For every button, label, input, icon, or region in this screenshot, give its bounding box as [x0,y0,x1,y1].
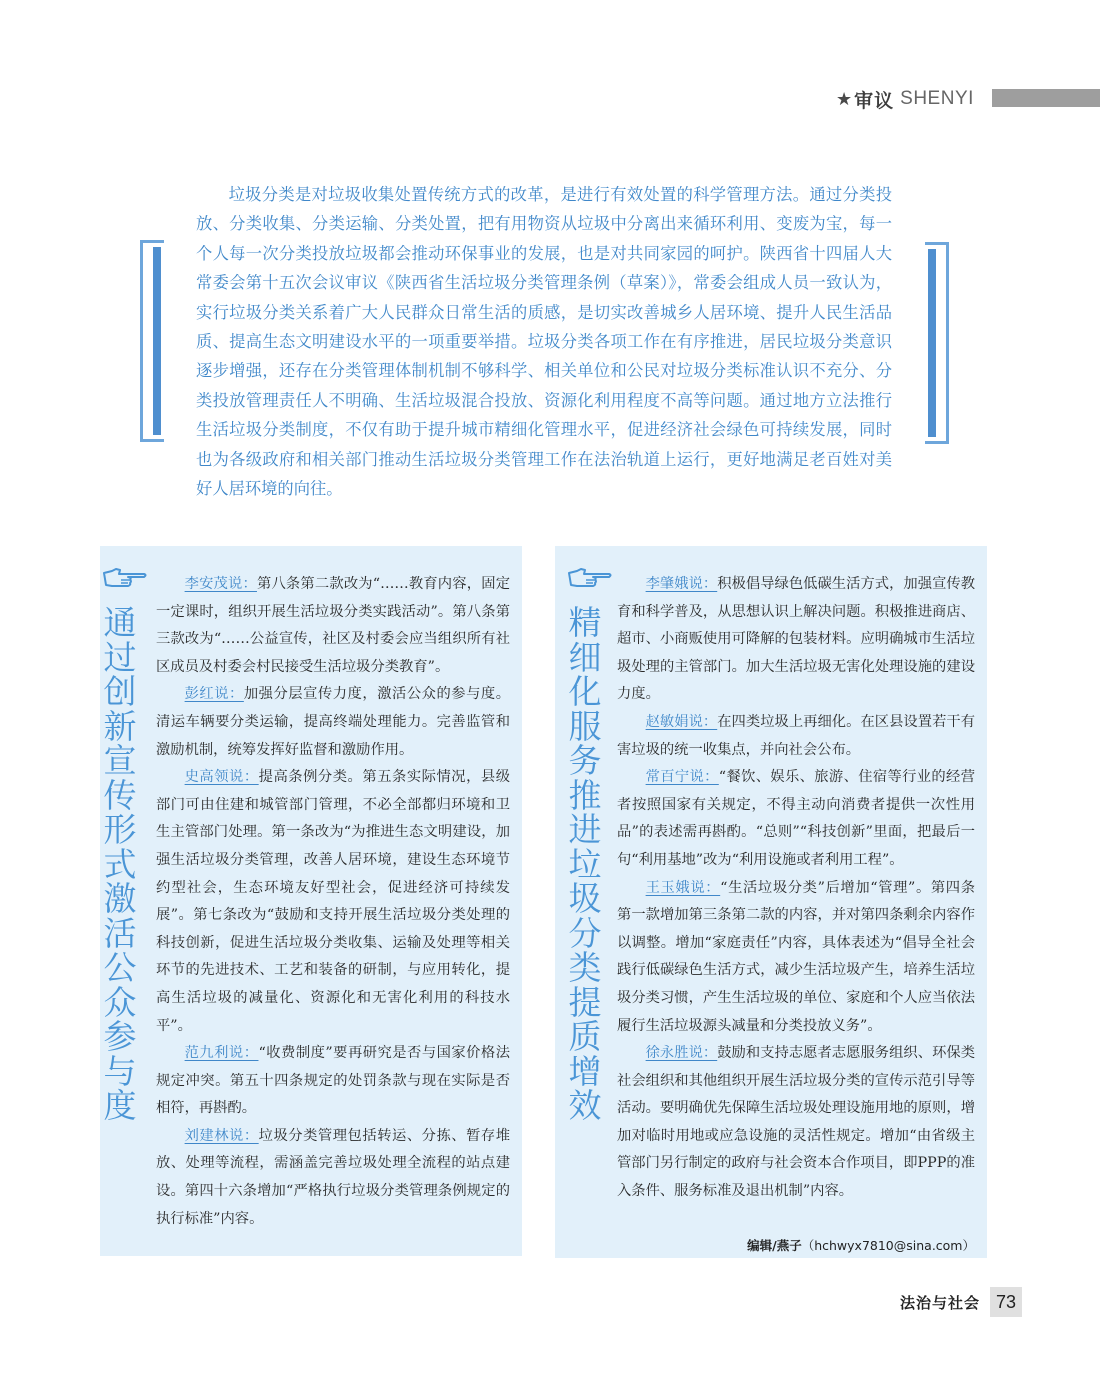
opinion-item [617,1040,975,1206]
page-footer [900,1287,1022,1317]
pointing-hand-icon [567,567,613,591]
opinion-text: 提高条例分类。第五条实际情况，县级部门可由住建和城管部门管理，不必全部都归环境和卫生主管部门处理。第一条改为“为推进生态文明建设，加强生活垃圾分类管理，改善人居环境，建设生态环境节约型社会，生态环境友好型社会，促进经济可持续发展”。第七条改为“鼓励和支持开展生活垃圾分类处理的科技创新，促进生活垃圾分类收集、运输及处理等相关环节的先进技术、工艺和装备的研制，与应用转化，提高生活垃圾的减量化、资源化和无害化利用的科技水平”。 [156,769,511,1034]
left-opinion-list [156,571,510,1233]
right-opinion-panel [555,546,987,1258]
opinion-item [617,709,975,764]
pointing-hand-icon [102,567,148,591]
section-title-en: SHENYI [900,88,974,109]
left-opinion-panel [100,546,522,1256]
opinion-text: “收费制度”要再研究是否与国家价格法规定冲突。第五十四条规定的处罚条款与现在实际是否相符，再斟酌。 [156,1045,511,1117]
right-opinion-list [617,571,975,1206]
speaker-name: 范九利说： [184,1045,259,1062]
star-icon: ★ [836,88,853,110]
editor-email: （hchwyx7810@sina.com） [801,1238,975,1253]
opinion-item [156,1040,510,1123]
opinion-text: “生活垃圾分类”后增加“管理”。第四条第一款增加第三条第二款的内容，并对第四条剩余内容作以调整。增加“家庭责任”内容，具体表述为“倡导全社会践行低碳绿色生活方式，减少生活垃圾产生，培养生活垃圾分类习惯，产生生活垃圾的单位、家庭和个人应当依法履行生活垃圾源头减量和分类投放义务”。 [617,879,975,1034]
speaker-name: 王玉娥说： [645,879,721,896]
page-number: 73 [990,1287,1022,1317]
intro-paragraph [196,180,892,503]
right-bracket-decoration [925,242,949,444]
right-vertical-title: 精 细 化 服 务 推 进 垃 圾 分 类 提 质 增 效 [568,603,602,1125]
opinion-text: 鼓励和支持志愿者志愿服务组织、环保类社会组织和其他组织开展生活垃圾分类的宣传示范引导等活动。要明确优先保障生活垃圾处理设施用地的原则，增加对临时用地或应急设施的灵活性规定。增加“由省级主管部门另行制定的政府与社会资本合作项目，即PPP的准入条件、服务标准及退出机制”内容。 [617,1045,976,1200]
opinion-text: 第八条第二款改为“……教育内容，固定一定课时，组织开展生活垃圾分类实践活动”。第八条第三款改为“……公益宣传，社区及村委会应当组织所有社区成员及村委会村民接受生活垃圾分类教育”。 [156,576,510,675]
speaker-name: 刘建林说： [184,1127,259,1144]
speaker-name: 徐永胜说： [645,1045,718,1062]
speaker-name: 赵敏娟说： [645,713,718,730]
header-gray-bar [992,89,1100,107]
opinion-item [617,764,975,874]
opinion-item [156,571,510,681]
opinion-item [156,681,510,764]
opinion-text: 积极倡导绿色低碳生活方式，加强宣传教育和科学普及，从思想认识上解决问题。积极推进商店、超市、小商贩使用可降解的包装材料。应明确城市生活垃圾处理的主管部门。加大生活垃圾无害化处理设施的建设力度。 [617,576,976,703]
opinion-item [617,571,975,709]
intro-text: 垃圾分类是对垃圾收集处置传统方式的改革，是进行有效处置的科学管理方法。通过分类投放、分类收集、分类运输、分类处置，把有用物资从垃圾中分离出来循环利用、变废为宝，每一个人每一次分类投放垃圾都会推动环保事业的发展，也是对共同家园的呵护。陕西省十四届人大常委会第十五次会议审议《陕西省生活垃圾分类管理条例（草案）》，常委会组成人员一致认为，实行垃圾分类关系着广大人民群众日常生活的质感，是切实改善城乡人居环境、提升人民生活品质、提高生态文明建设水平的一项重要举措。垃圾分类各项工作在有序推进，居民垃圾分类意识逐步增强，还存在分类管理体制机制不够科学、相关单位和公民对垃圾分类标准认识不充分、分类投放管理责任人不明确、生活垃圾混合投放、资源化利用程度不高等问题。通过地方立法推行生活垃圾分类制度，不仅有助于提升城市精细化管理水平，促进经济社会绿色可持续发展，同时也为各级政府和相关部门推动生活垃圾分类管理工作在法治轨道上运行，更好地满足老百姓对美好人居环境的向往。 [196,185,892,499]
editor-credit [730,1236,975,1254]
magazine-name: 法治与社会 [900,1293,981,1312]
opinion-text: 在四类垃圾上再细化。在区县设置若干有害垃圾的统一收集点，并向社会公布。 [617,713,976,758]
opinion-item [156,764,510,1040]
section-header [836,86,974,112]
opinion-item [617,875,975,1041]
speaker-name: 李肇娥说： [645,576,718,592]
opinion-text: 加强分层宣传力度，激活公众的参与度。清运车辆要分类运输，提高终端处理能力。完善监管和激励机制，统筹发挥好监督和激励作用。 [156,686,511,758]
left-bracket-decoration [140,240,164,442]
speaker-name: 常百宁说： [645,769,719,786]
editor-label: 编辑/燕子 [747,1238,802,1253]
speaker-name: 史高领说： [184,769,259,786]
speaker-name: 彭红说： [184,686,244,703]
opinion-text: 垃圾分类管理包括转运、分拣、暂存堆放、处理等流程，需涵盖完善垃圾处理全流程的站点建设。第四十六条增加“严格执行垃圾分类管理条例规定的执行标准”内容。 [156,1127,511,1227]
opinion-text: “餐饮、娱乐、旅游、住宿等行业的经营者按照国家有关规定，不得主动向消费者提供一次性用品”的表述需再斟酌。“总则”“科技创新”里面，把最后一句“利用基地”改为“利用设施或者利用工程”。 [617,769,975,868]
speaker-name: 李安茂说： [184,576,257,592]
left-vertical-title: 通 过 创 新 宣 传 形 式 激 活 公 众 参 与 度 [103,603,137,1125]
section-title-cn: 审议 [854,89,895,112]
opinion-item [156,1123,510,1233]
